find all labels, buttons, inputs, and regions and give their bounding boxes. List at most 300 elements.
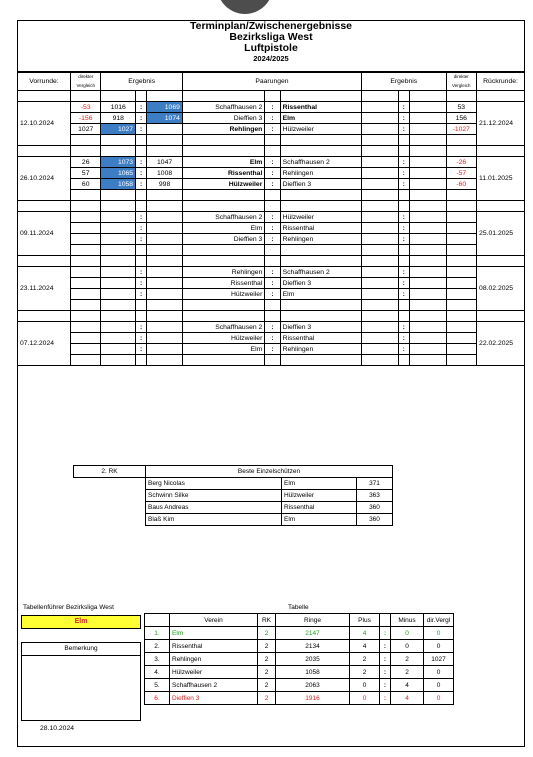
return-score-home <box>362 289 399 300</box>
away-team: Rehlingen <box>280 234 361 245</box>
shooter-club: Elm <box>282 478 357 490</box>
away-team: Rehlingen <box>280 168 361 179</box>
standings-row <box>145 679 454 692</box>
standings-sep: : <box>380 692 391 705</box>
score-home <box>101 278 136 289</box>
standings-row <box>145 666 454 679</box>
score-away <box>147 333 183 344</box>
blank-cell <box>280 245 361 256</box>
score-separator: : <box>136 344 147 355</box>
remark-box <box>21 642 141 721</box>
col-result: Ergebnis <box>101 72 182 91</box>
direct-compare <box>70 212 101 223</box>
standings-minus: 2 <box>391 666 424 679</box>
standings-head-plus: Plus <box>350 614 380 627</box>
shooter-spacer <box>74 514 146 526</box>
match-row <box>18 113 525 124</box>
standings-minus: 0 <box>391 627 424 640</box>
standings-team: Schaffhausen 2 <box>170 679 258 692</box>
blank-cell <box>136 245 147 256</box>
standings-rk: 2 <box>258 640 276 653</box>
pairing-separator: : <box>265 168 280 179</box>
shooter-spacer <box>74 502 146 514</box>
blank-cell <box>101 135 136 146</box>
score-home <box>101 333 136 344</box>
match-row <box>18 223 525 234</box>
standings-row <box>145 653 454 666</box>
round-date: 12.10.2024 <box>18 102 71 146</box>
score-separator: : <box>136 289 147 300</box>
direct-compare: 57 <box>70 168 101 179</box>
col-direct-compare-2: direkter Vergleich <box>446 72 477 91</box>
standings-pos: 2. <box>145 640 170 653</box>
score-away <box>147 278 183 289</box>
shooter-spacer <box>74 478 146 490</box>
gap-cell <box>362 256 399 267</box>
blank-cell <box>409 355 446 366</box>
home-team: Hülzweiler <box>182 179 264 190</box>
direct-compare: -156 <box>70 113 101 124</box>
standings-sep: : <box>380 627 391 640</box>
match-row <box>18 278 525 289</box>
blank-cell <box>182 135 264 146</box>
blank-cell <box>362 190 399 201</box>
score-away <box>147 124 183 135</box>
gap-cell <box>182 311 264 322</box>
shooter-club: Hülzweiler <box>282 490 357 502</box>
standings-plus: 0 <box>350 692 380 705</box>
direct-compare: 1027 <box>70 124 101 135</box>
return-score-away <box>409 223 446 234</box>
blank-cell <box>446 355 477 366</box>
return-separator: : <box>398 223 409 234</box>
standings-head-rk: RK <box>258 614 276 627</box>
return-score-away <box>409 179 446 190</box>
page-corner-circle <box>217 0 273 14</box>
leader-label: Tabellenführer Bezirksliga West <box>23 604 114 611</box>
gap-cell <box>409 256 446 267</box>
gap-cell <box>280 256 361 267</box>
gap-cell <box>477 256 525 267</box>
direct-compare-return <box>446 289 477 300</box>
away-team: Schaffhausen 2 <box>280 157 361 168</box>
round-date: 23.11.2024 <box>18 267 71 311</box>
score-away: 1074 <box>147 113 183 124</box>
standings-head-rings: Ringe <box>276 614 350 627</box>
score-away <box>147 289 183 300</box>
standings-rings: 2035 <box>276 653 350 666</box>
gap-cell <box>147 256 183 267</box>
home-team: Hülzweiler <box>182 333 264 344</box>
score-home: 1058 <box>101 179 136 190</box>
standings-dv: 0 <box>424 666 454 679</box>
gap-cell <box>18 256 71 267</box>
blank-cell <box>101 245 136 256</box>
direct-compare-return <box>446 322 477 333</box>
gap-cell <box>362 311 399 322</box>
standings-sep: : <box>380 679 391 692</box>
standings-dv: 0 <box>424 679 454 692</box>
return-score-away <box>409 102 446 113</box>
shooter-club: Rissenthal <box>282 502 357 514</box>
return-score-away <box>409 333 446 344</box>
away-team: Rissenthal <box>280 102 361 113</box>
blank-cell <box>101 355 136 366</box>
blank-cell <box>362 355 399 366</box>
pairing-separator: : <box>265 289 280 300</box>
score-separator: : <box>136 322 147 333</box>
gap-cell <box>446 256 477 267</box>
standings-sep: : <box>380 640 391 653</box>
home-team: Schaffhausen 2 <box>182 322 264 333</box>
round-date: 26.10.2024 <box>18 157 71 201</box>
score-away <box>147 234 183 245</box>
gap-cell <box>362 146 399 157</box>
return-separator: : <box>398 102 409 113</box>
return-score-home <box>362 333 399 344</box>
league-name: Bezirksliga West <box>229 31 313 43</box>
gap-cell <box>265 91 280 102</box>
score-separator: : <box>136 102 147 113</box>
direct-compare-return: 53 <box>446 102 477 113</box>
direct-compare-return <box>446 234 477 245</box>
gap-cell <box>136 146 147 157</box>
return-date: 08.02.2025 <box>477 267 525 311</box>
gap-cell <box>182 256 264 267</box>
match-row <box>18 333 525 344</box>
shooter-score: 360 <box>357 502 393 514</box>
gap-cell <box>362 201 399 212</box>
return-score-home <box>362 102 399 113</box>
away-team: Hülzweiler <box>280 124 361 135</box>
direct-compare-return: -26 <box>446 157 477 168</box>
col-direct-compare: direkter Vergleich <box>70 72 101 91</box>
standings-minus: 4 <box>391 692 424 705</box>
pairing-separator: : <box>265 113 280 124</box>
score-separator: : <box>136 234 147 245</box>
standings-minus: 2 <box>391 653 424 666</box>
score-home <box>101 234 136 245</box>
return-separator: : <box>398 157 409 168</box>
standings-sep: : <box>380 653 391 666</box>
round-gap <box>18 311 525 322</box>
gap-cell <box>70 256 101 267</box>
return-date: 25.01.2025 <box>477 212 525 256</box>
blank-cell <box>280 355 361 366</box>
standings-rk: 2 <box>258 653 276 666</box>
gap-cell <box>147 311 183 322</box>
score-separator: : <box>136 157 147 168</box>
score-away <box>147 267 183 278</box>
standings-row <box>145 627 454 640</box>
return-separator: : <box>398 234 409 245</box>
pairing-separator: : <box>265 234 280 245</box>
gap-cell <box>398 311 409 322</box>
score-home: 918 <box>101 113 136 124</box>
return-separator: : <box>398 344 409 355</box>
blank-cell <box>446 190 477 201</box>
direct-compare <box>70 322 101 333</box>
gap-cell <box>18 201 71 212</box>
direct-compare-return <box>446 333 477 344</box>
return-separator: : <box>398 113 409 124</box>
blank-cell <box>280 300 361 311</box>
gap-cell <box>265 146 280 157</box>
gap-cell <box>477 201 525 212</box>
away-team: Hülzweiler <box>280 212 361 223</box>
standings-rk: 2 <box>258 692 276 705</box>
score-away <box>147 223 183 234</box>
score-home <box>101 289 136 300</box>
gap-cell <box>18 146 71 157</box>
blank-cell <box>362 300 399 311</box>
direct-compare-return <box>446 223 477 234</box>
col-rueckrunde: Rückrunde: <box>477 72 525 91</box>
return-score-home <box>362 344 399 355</box>
score-home: 1016 <box>101 102 136 113</box>
return-separator: : <box>398 289 409 300</box>
return-separator: : <box>398 322 409 333</box>
pairing-separator: : <box>265 102 280 113</box>
standings-head-dv: dir.Vergl <box>424 614 454 627</box>
gap-cell <box>280 311 361 322</box>
pairing-separator: : <box>265 157 280 168</box>
home-team: Dieffien 3 <box>182 113 264 124</box>
standings-plus: 2 <box>350 653 380 666</box>
direct-compare: -53 <box>70 102 101 113</box>
gap-cell <box>136 256 147 267</box>
gap-cell <box>446 311 477 322</box>
return-score-away <box>409 289 446 300</box>
standings-rk: 2 <box>258 679 276 692</box>
leader-team: Elm <box>21 615 141 629</box>
return-separator: : <box>398 333 409 344</box>
blank-cell <box>398 300 409 311</box>
score-separator: : <box>136 124 147 135</box>
shooter-name: Schwinn Silke <box>146 490 282 502</box>
gap-cell <box>409 311 446 322</box>
shooter-score: 371 <box>357 478 393 490</box>
standings-pos: 1. <box>145 627 170 640</box>
away-team: Elm <box>280 113 361 124</box>
gap-cell <box>136 201 147 212</box>
blank-cell <box>70 245 101 256</box>
gap-cell <box>18 311 71 322</box>
shooter-row <box>74 490 393 502</box>
remark-label: Bemerkung <box>22 643 140 656</box>
blank-cell <box>182 245 264 256</box>
return-score-away <box>409 234 446 245</box>
away-team: Rissenthal <box>280 333 361 344</box>
shooter-name: Baus Andreas <box>146 502 282 514</box>
blank-cell <box>147 245 183 256</box>
match-row <box>18 267 525 278</box>
blank-cell <box>70 135 101 146</box>
blank-row <box>18 245 525 256</box>
blank-cell <box>182 190 264 201</box>
standings-table <box>144 613 454 705</box>
return-score-home <box>362 234 399 245</box>
gap-cell <box>446 201 477 212</box>
gap-cell <box>70 201 101 212</box>
gap-cell <box>477 311 525 322</box>
gap-cell <box>280 146 361 157</box>
return-separator: : <box>398 168 409 179</box>
score-away <box>147 212 183 223</box>
gap-cell <box>398 146 409 157</box>
gap-cell <box>398 201 409 212</box>
table-label: Tabelle <box>288 604 309 611</box>
score-separator: : <box>136 212 147 223</box>
blank-cell <box>147 190 183 201</box>
home-team: Schaffhausen 2 <box>182 102 264 113</box>
match-row <box>18 289 525 300</box>
gap-cell <box>446 146 477 157</box>
return-score-away <box>409 267 446 278</box>
standings-plus: 4 <box>350 640 380 653</box>
home-team: Hülzweiler <box>182 289 264 300</box>
blank-cell <box>446 135 477 146</box>
direct-compare-return <box>446 278 477 289</box>
shooter-spacer <box>74 490 146 502</box>
blank-row <box>18 355 525 366</box>
gap-cell <box>136 311 147 322</box>
return-score-home <box>362 223 399 234</box>
standings-team: Hülzweiler <box>170 666 258 679</box>
score-separator: : <box>136 179 147 190</box>
score-separator: : <box>136 223 147 234</box>
standings-team: Rissenthal <box>170 640 258 653</box>
match-row <box>18 124 525 135</box>
return-date: 22.02.2025 <box>477 322 525 366</box>
direct-compare <box>70 267 101 278</box>
pairing-separator: : <box>265 267 280 278</box>
blank-cell <box>136 135 147 146</box>
gap-cell <box>101 256 136 267</box>
round-gap <box>18 146 525 157</box>
gap-cell <box>362 91 399 102</box>
standings-row <box>145 640 454 653</box>
blank-cell <box>409 245 446 256</box>
away-team: Elm <box>280 289 361 300</box>
standings-rk: 2 <box>258 666 276 679</box>
direct-compare <box>70 234 101 245</box>
away-team: Schaffhausen 2 <box>280 267 361 278</box>
return-score-home <box>362 322 399 333</box>
gap-cell <box>18 91 71 102</box>
blank-cell <box>265 300 280 311</box>
direct-compare-return: -57 <box>446 168 477 179</box>
gap-cell <box>280 201 361 212</box>
standings-row <box>145 692 454 705</box>
standings-team: Dieffien 3 <box>170 692 258 705</box>
blank-cell <box>409 190 446 201</box>
score-separator: : <box>136 333 147 344</box>
return-separator: : <box>398 278 409 289</box>
score-home: 1073 <box>101 157 136 168</box>
return-score-home <box>362 179 399 190</box>
blank-cell <box>409 135 446 146</box>
match-row <box>18 157 525 168</box>
shooter-name: Berg Nicolas <box>146 478 282 490</box>
standings-dv: 0 <box>424 627 454 640</box>
score-home: 1027 <box>101 124 136 135</box>
return-score-away <box>409 157 446 168</box>
blank-cell <box>101 300 136 311</box>
blank-cell <box>70 355 101 366</box>
blank-cell <box>147 355 183 366</box>
standings-pos: 3. <box>145 653 170 666</box>
best-shooters-title: Beste Einzelschützen <box>146 466 393 478</box>
schedule-table <box>17 71 525 366</box>
match-row <box>18 212 525 223</box>
standings-team: Rehlingen <box>170 653 258 666</box>
gap-cell <box>446 91 477 102</box>
standings-head-sep <box>380 614 391 627</box>
score-away: 1069 <box>147 102 183 113</box>
season: 2024/2025 <box>253 54 289 63</box>
gap-cell <box>409 201 446 212</box>
return-score-away <box>409 278 446 289</box>
gap-cell <box>398 91 409 102</box>
pairing-separator: : <box>265 124 280 135</box>
round-gap <box>18 91 525 102</box>
return-score-home <box>362 168 399 179</box>
round-date: 09.11.2024 <box>18 212 71 256</box>
gap-cell <box>101 91 136 102</box>
blank-cell <box>398 190 409 201</box>
col-vorrunde: Vorrunde: <box>18 72 71 91</box>
away-team: Dieffien 3 <box>280 278 361 289</box>
home-team: Rehlingen <box>182 267 264 278</box>
gap-cell <box>101 201 136 212</box>
blank-cell <box>147 300 183 311</box>
score-home <box>101 322 136 333</box>
home-team: Rissenthal <box>182 278 264 289</box>
shooter-row <box>74 514 393 526</box>
blank-cell <box>446 245 477 256</box>
pairing-separator: : <box>265 212 280 223</box>
return-separator: : <box>398 267 409 278</box>
gap-cell <box>265 311 280 322</box>
round-date: 07.12.2024 <box>18 322 71 366</box>
pairing-separator: : <box>265 322 280 333</box>
round-label: 2. RK <box>74 466 146 478</box>
blank-cell <box>101 190 136 201</box>
return-date: 21.12.2024 <box>477 102 525 146</box>
standings-dv: 0 <box>424 640 454 653</box>
score-separator: : <box>136 267 147 278</box>
home-team: Elm <box>182 157 264 168</box>
return-score-away <box>409 322 446 333</box>
col-pairings: Paarungen <box>182 72 361 91</box>
return-score-away <box>409 124 446 135</box>
home-team: Rissenthal <box>182 168 264 179</box>
standings-pos: 6. <box>145 692 170 705</box>
standings-rings: 2134 <box>276 640 350 653</box>
standings-head-minus: Minus <box>391 614 424 627</box>
score-home <box>101 344 136 355</box>
score-home <box>101 223 136 234</box>
return-date: 11.01.2025 <box>477 157 525 201</box>
pairing-separator: : <box>265 179 280 190</box>
score-separator: : <box>136 113 147 124</box>
score-separator: : <box>136 278 147 289</box>
return-score-home <box>362 267 399 278</box>
gap-cell <box>70 91 101 102</box>
home-team: Dieffien 3 <box>182 234 264 245</box>
blank-row <box>18 190 525 201</box>
